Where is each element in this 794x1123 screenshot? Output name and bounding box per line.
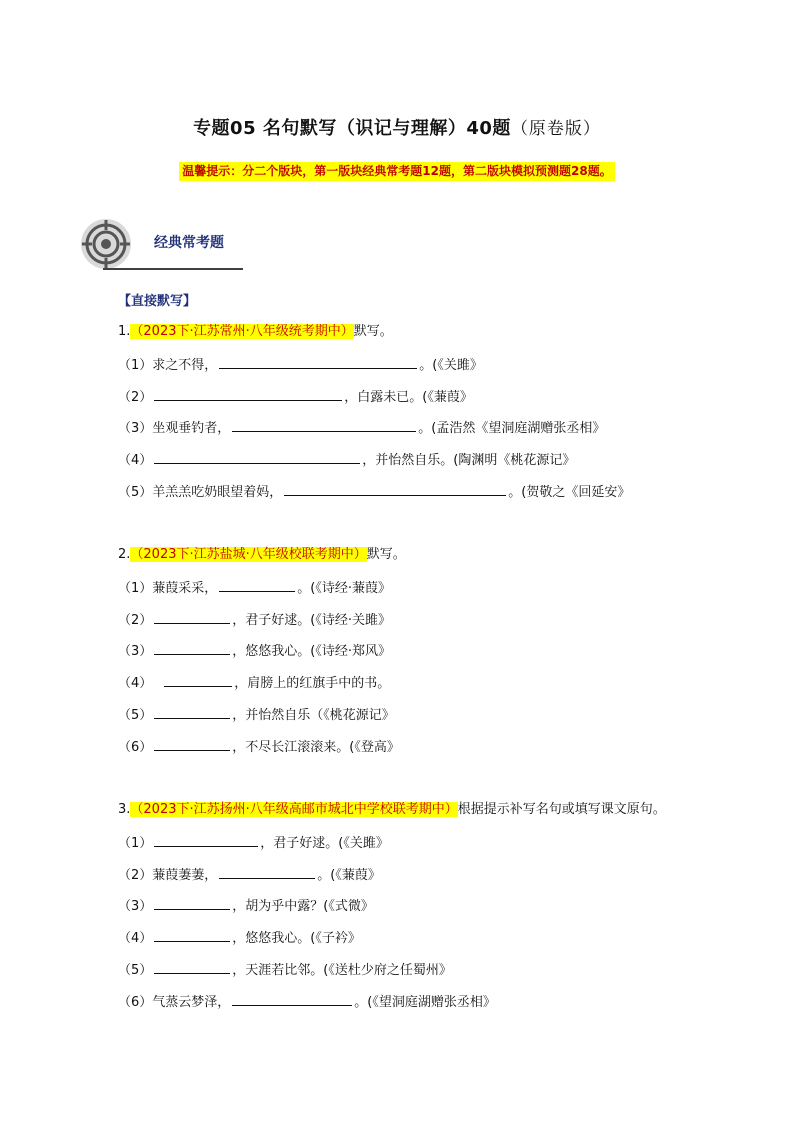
question-item [118,481,738,501]
item-number: （2） [118,612,153,628]
item-text-before: 气蒸云梦泽， [152,994,231,1010]
item-text-after: 。(《诗经·蒹葭》 [297,580,392,596]
question-item [118,895,738,915]
question-header [118,322,738,342]
question-header [118,545,738,565]
question-item [118,959,738,979]
item-text-before: 羊羔羔吃奶眼望着妈， [152,484,283,500]
question-instruction: 默写。 [366,547,406,562]
item-number: （2） [118,867,153,883]
question-source: （2023下·江苏常州·八年级统考期中） [130,324,354,339]
item-text-after: ，天涯若比邻。(《送杜少府之任蜀州》 [232,962,452,978]
item-text-before: 蒹葭采采， [152,580,218,596]
answer-blank[interactable] [154,609,230,624]
answer-blank[interactable] [154,640,230,655]
item-number: （5） [118,962,153,978]
section-title: 经典常考题 [154,235,224,251]
item-number: （6） [118,994,153,1010]
item-number: （4） [118,931,153,947]
item-text-after: ，肩膀上的红旗手中的书。 [234,676,391,692]
item-number: （3） [118,421,153,437]
item-text-after: 。(《望洞庭湖赠张丞相》 [354,994,496,1010]
answer-blank[interactable] [154,449,360,464]
item-number: （1） [118,835,153,851]
item-text-after: ，并怡然自乐。(陶渊明《桃花源记》 [362,453,576,469]
section-divider [103,268,243,270]
question-item [118,832,738,852]
question-item [118,991,738,1011]
question-source: （2023下·江苏盐城·八年级校联考期中） [130,547,367,562]
answer-blank[interactable] [154,704,230,719]
question-item [118,386,738,406]
item-text-after: 。(贺敬之《回延安》 [508,484,631,500]
answer-blank[interactable] [154,736,230,751]
answer-blank[interactable] [219,354,417,369]
question-3 [118,800,738,1011]
subhead: 【直接默写】 [118,294,197,309]
question-source: （2023下·江苏扬州·八年级高邮市城北中学校联考期中） [130,802,458,817]
question-number: 1. [118,324,131,339]
question-item [118,449,738,469]
target-icon [80,218,132,270]
item-number: （3） [118,644,153,660]
answer-blank[interactable] [154,386,342,401]
item-number: （1） [118,580,153,596]
question-item [118,704,738,724]
question-number: 3. [118,802,131,817]
answer-blank[interactable] [154,959,230,974]
answer-blank[interactable] [284,481,506,496]
item-number: （6） [118,739,153,755]
notice-text: 温馨提示：分二个版块，第一版块经典常考题12题，第二版块模拟预测题28题。 [179,162,614,181]
question-item [118,927,738,947]
item-text-after: ，并怡然自乐（《桃花源记》 [232,707,395,723]
item-text-before: 求之不得， [152,357,218,373]
question-item [118,736,738,756]
page-title-main: 专题05 名句默写（识记与理解）40题 [193,118,511,139]
item-number: （3） [118,899,153,915]
question-item [118,672,738,692]
answer-blank[interactable] [164,672,232,687]
item-number: （2） [118,389,153,405]
item-number: （4） [118,676,153,692]
item-text-before: 坐观垂钓者， [152,421,231,437]
question-item [118,354,738,374]
question-item [118,864,738,884]
question-header [118,800,738,820]
question-number: 2. [118,547,131,562]
item-number: （4） [118,453,153,469]
item-text-after: ，君子好逑。(《关雎》 [260,835,389,851]
item-text-after: ，不尽长江滚滚来。(《登高》 [232,739,400,755]
question-2 [118,545,738,756]
question-item [118,577,738,597]
answer-blank[interactable] [232,991,352,1006]
page-title-suffix: （原卷版） [510,119,601,139]
item-number: （1） [118,357,153,373]
answer-blank[interactable] [219,864,315,879]
item-text-after: ，悠悠我心。(《子衿》 [232,931,361,947]
answer-blank[interactable] [219,577,295,592]
item-text-after: ，悠悠我心。(《诗经·郑风》 [232,644,391,660]
answer-blank[interactable] [154,832,258,847]
question-item [118,609,738,629]
answer-blank[interactable] [232,417,416,432]
item-text-after: ，君子好逑。(《诗经·关雎》 [232,612,391,628]
question-item [118,417,738,437]
page-title [0,114,794,140]
question-instruction: 默写。 [353,324,393,339]
item-text-before: 蒹葭萋萋， [152,867,218,883]
notice-row [0,160,794,181]
item-text-after: ，白露未已。(《蒹葭》 [344,389,473,405]
answer-blank[interactable] [154,895,230,910]
item-text-after: 。(《蒹葭》 [317,867,381,883]
question-item [118,640,738,660]
item-number: （5） [118,707,153,723]
question-instruction: 根据提示补写名句或填写课文原句。 [457,802,666,817]
answer-blank[interactable] [154,927,230,942]
item-text-after: 。(孟浩然《望洞庭湖赠张丞相》 [418,421,606,437]
item-number: （5） [118,484,153,500]
item-text-after: ，胡为乎中露？(《式微》 [232,899,374,915]
item-text-after: 。(《关雎》 [419,357,483,373]
question-1 [118,322,738,501]
